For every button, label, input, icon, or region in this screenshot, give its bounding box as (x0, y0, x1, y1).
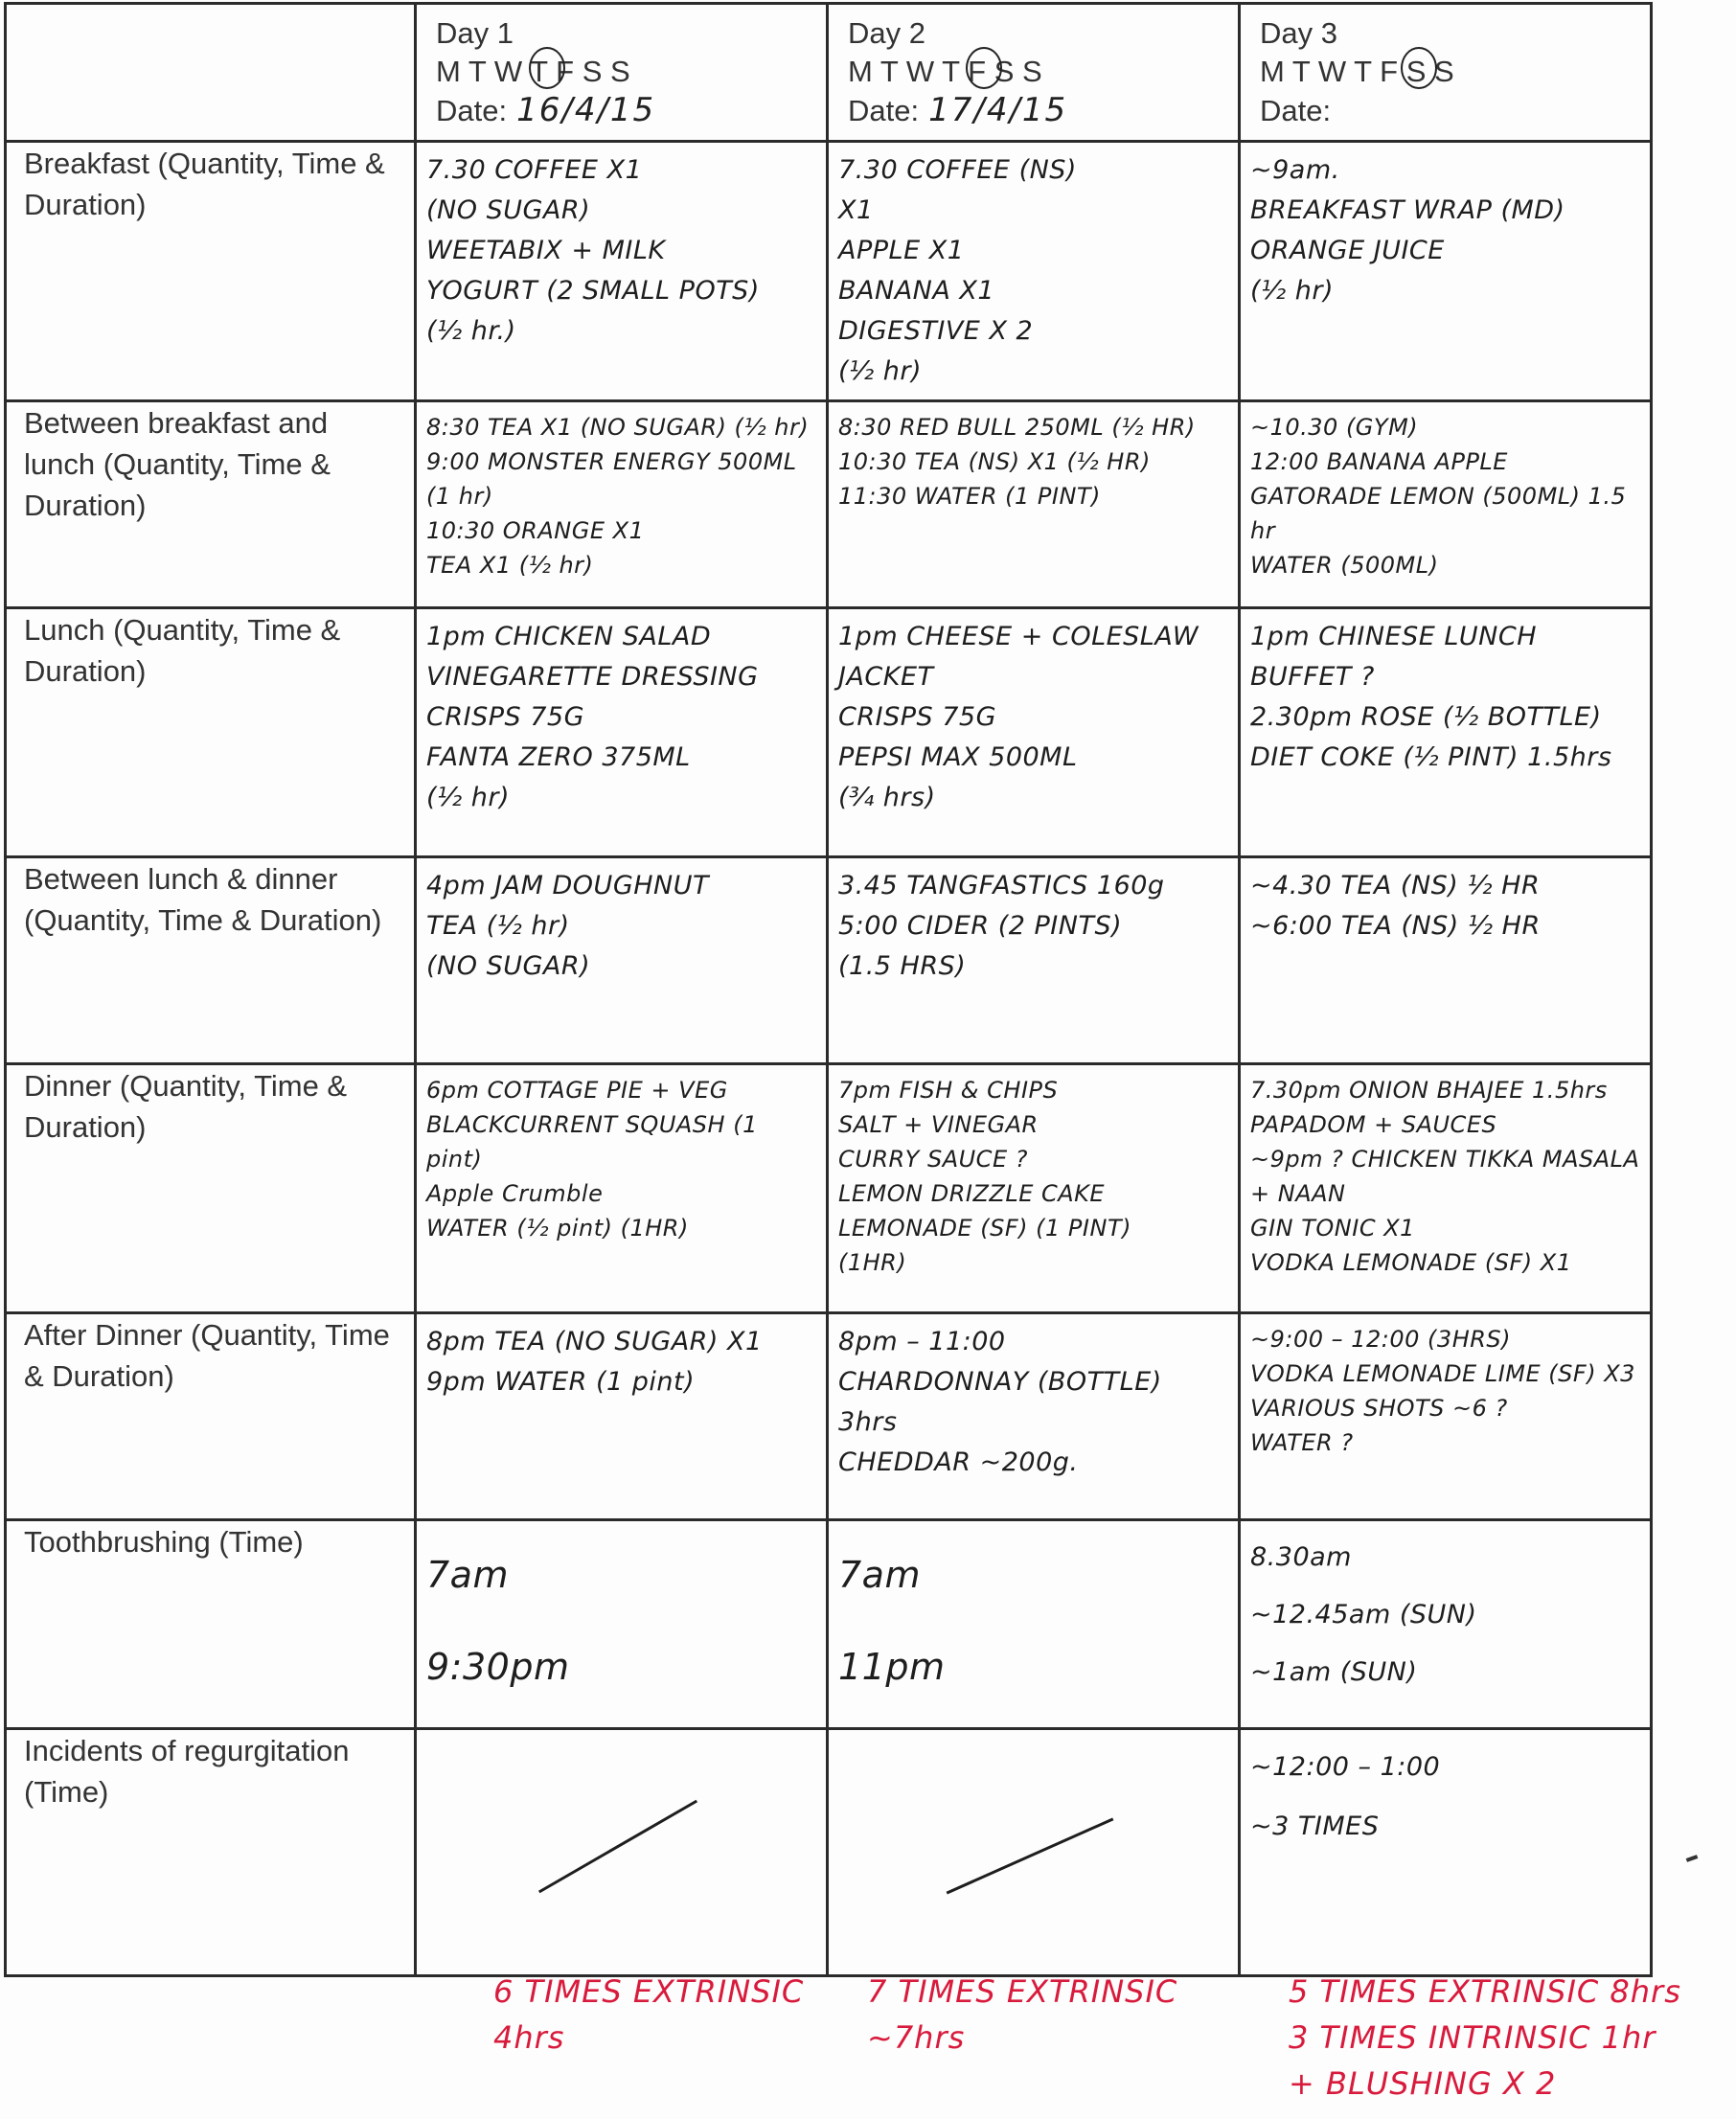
after-dinner-day3: ~9:00 – 12:00 (3HRS) VODKA LEMONADE LIME (SF) X3 VARIOUS SHOTS ~6 ? WATER ? (1250, 1326, 1635, 1456)
dinner-day3: 7.30pm ONION BHAJEE 1.5hrs PAPADOM + SAUCES ~9pm ? CHICKEN TIKKA MASALA + NAAN GIN TONIC X1 VODKA LEMONADE (SF) X1 (1250, 1077, 1640, 1276)
breakfast-row (6, 142, 1652, 401)
lunch-day3: 1pm CHINESE LUNCH BUFFET ? 2.30pm ROSE (½ BOTTLE) DIET COKE (½ PINT) 1.5hrs (1250, 622, 1612, 772)
row-label-breakfast: Breakfast (Quantity, Time & Duration) (24, 147, 385, 221)
dinner-day2: 7pm FISH & CHIPS SALT + VINEGAR CURRY SAUCE ? LEMON DRIZZLE CAKE LEMONADE (SF) (1 PINT) (1HR) (838, 1077, 1131, 1276)
toothbrushing-day2: 7am 11pm (838, 1554, 946, 1688)
none-slash-mark (947, 1817, 1114, 1894)
between-lunch-dinner-row (6, 857, 1652, 1064)
weekday-circle-mark (1401, 47, 1437, 89)
regurgitation-day2 (828, 1729, 1240, 1976)
footer-note-day2: 7 TIMES EXTRINSIC ~7hrs (867, 1973, 1178, 2056)
day2-date-label: Date: (848, 94, 920, 127)
day3-title: Day 3 (1260, 16, 1337, 50)
day1-header (416, 4, 828, 142)
row-label-dinner: Dinner (Quantity, Time & Duration) (24, 1069, 348, 1144)
row-label-between-breakfast-lunch: Between breakfast and lunch (Quantity, Time & Duration) (24, 406, 331, 522)
weekday-circle-mark (529, 47, 565, 89)
day3-date-label: Date: (1260, 94, 1332, 127)
day2-title: Day 2 (848, 16, 925, 50)
between-breakfast-lunch-row (6, 401, 1652, 608)
row-label-toothbrushing: Toothbrushing (Time) (24, 1525, 304, 1559)
toothbrushing-day1: 7am 9:30pm (426, 1554, 570, 1688)
breakfast-day3: ~9am. BREAKFAST WRAP (MD) ORANGE JUICE (½ hr) (1250, 155, 1565, 306)
day1-date-value: 16/4/15 (516, 91, 656, 129)
between-bl-day2: 8:30 RED BULL 250ML (½ HR) 10:30 TEA (NS) X1 (½ HR) 11:30 WATER (1 PINT) (838, 414, 1196, 510)
day3-weekdays: M T W T F S S (1260, 55, 1454, 88)
between-bl-day3: ~10.30 (GYM) 12:00 BANANA APPLE GATORADE LEMON (500ML) 1.5 hr WATER (500ML) (1250, 414, 1627, 579)
breakfast-day2: 7.30 COFFEE (NS) X1 APPLE X1 BANANA X1 DIGESTIVE X 2 (½ hr) (838, 155, 1077, 386)
day3-header (1240, 4, 1652, 142)
stray-pen-mark (1686, 1855, 1699, 1862)
footer-note-day1: 6 TIMES EXTRINSIC 4hrs (493, 1973, 805, 2056)
regurgitation-day1 (416, 1729, 828, 1976)
corner-cell (6, 4, 416, 142)
dinner-day1: 6pm COTTAGE PIE + VEG BLACKCURRENT SQUASH (1 pint) Apple Crumble WATER (½ pint) (1HR) (426, 1077, 758, 1242)
toothbrushing-row (6, 1520, 1652, 1729)
regurgitation-day3: ~12:00 – 1:00 ~3 TIMES (1250, 1752, 1441, 1841)
food-diary-table (4, 2, 1653, 1977)
day2-header (828, 4, 1240, 142)
regurgitation-row (6, 1729, 1652, 1976)
after-dinner-row (6, 1313, 1652, 1520)
between-ld-day2: 3.45 TANGFASTICS 160g 5:00 CIDER (2 PINTS) (1.5 HRS) (838, 871, 1165, 981)
row-label-after-dinner: After Dinner (Quantity, Time & Duration) (24, 1318, 390, 1393)
none-slash-mark (538, 1800, 697, 1894)
between-ld-day3: ~4.30 TEA (NS) ½ HR ~6:00 TEA (NS) ½ HR (1250, 871, 1541, 941)
after-dinner-day1: 8pm TEA (NO SUGAR) X1 9pm WATER (1 pint) (426, 1327, 763, 1397)
between-ld-day1: 4pm JAM DOUGHNUT TEA (½ hr) (NO SUGAR) (426, 871, 709, 981)
dinner-row (6, 1064, 1652, 1313)
row-label-regurgitation: Incidents of regurgitation (Time) (24, 1734, 350, 1809)
day1-title: Day 1 (436, 16, 514, 50)
between-bl-day1: 8:30 TEA X1 (NO SUGAR) (½ hr) 9:00 MONSTER ENERGY 500ML (1 hr) 10:30 ORANGE X1 TEA X1 (½ hr) (426, 414, 810, 579)
lunch-day2: 1pm CHEESE + COLESLAW JACKET CRISPS 75G PEPSI MAX 500ML (¾ hrs) (838, 622, 1199, 812)
day2-weekdays: M T W T F S S (848, 55, 1042, 88)
lunch-day1: 1pm CHICKEN SALAD VINEGARETTE DRESSING CRISPS 75G FANTA ZERO 375ML (½ hr) (426, 622, 759, 812)
row-label-lunch: Lunch (Quantity, Time & Duration) (24, 613, 341, 688)
lunch-row (6, 608, 1652, 857)
toothbrushing-day3: 8.30am ~12.45am (SUN) ~1am (SUN) (1250, 1542, 1477, 1687)
after-dinner-day2: 8pm – 11:00 CHARDONNAY (BOTTLE) 3hrs CHEDDAR ~200g. (838, 1327, 1162, 1477)
weekday-circle-mark (966, 47, 1002, 89)
day2-date-value: 17/4/15 (928, 91, 1068, 129)
footer-note-day3: 5 TIMES EXTRINSIC 8hrs 3 TIMES INTRINSIC 1hr + BLUSHING X 2 (1289, 1973, 1681, 2102)
day1-date-label: Date: (436, 94, 508, 127)
row-label-between-lunch-dinner: Between lunch & dinner (Quantity, Time & Duration) (24, 862, 382, 937)
header-row (6, 4, 1652, 142)
day1-weekdays: M T W T F S S (436, 55, 630, 88)
breakfast-day1: 7.30 COFFEE X1 (NO SUGAR) WEETABIX + MILK YOGURT (2 SMALL POTS) (½ hr.) (426, 155, 760, 346)
